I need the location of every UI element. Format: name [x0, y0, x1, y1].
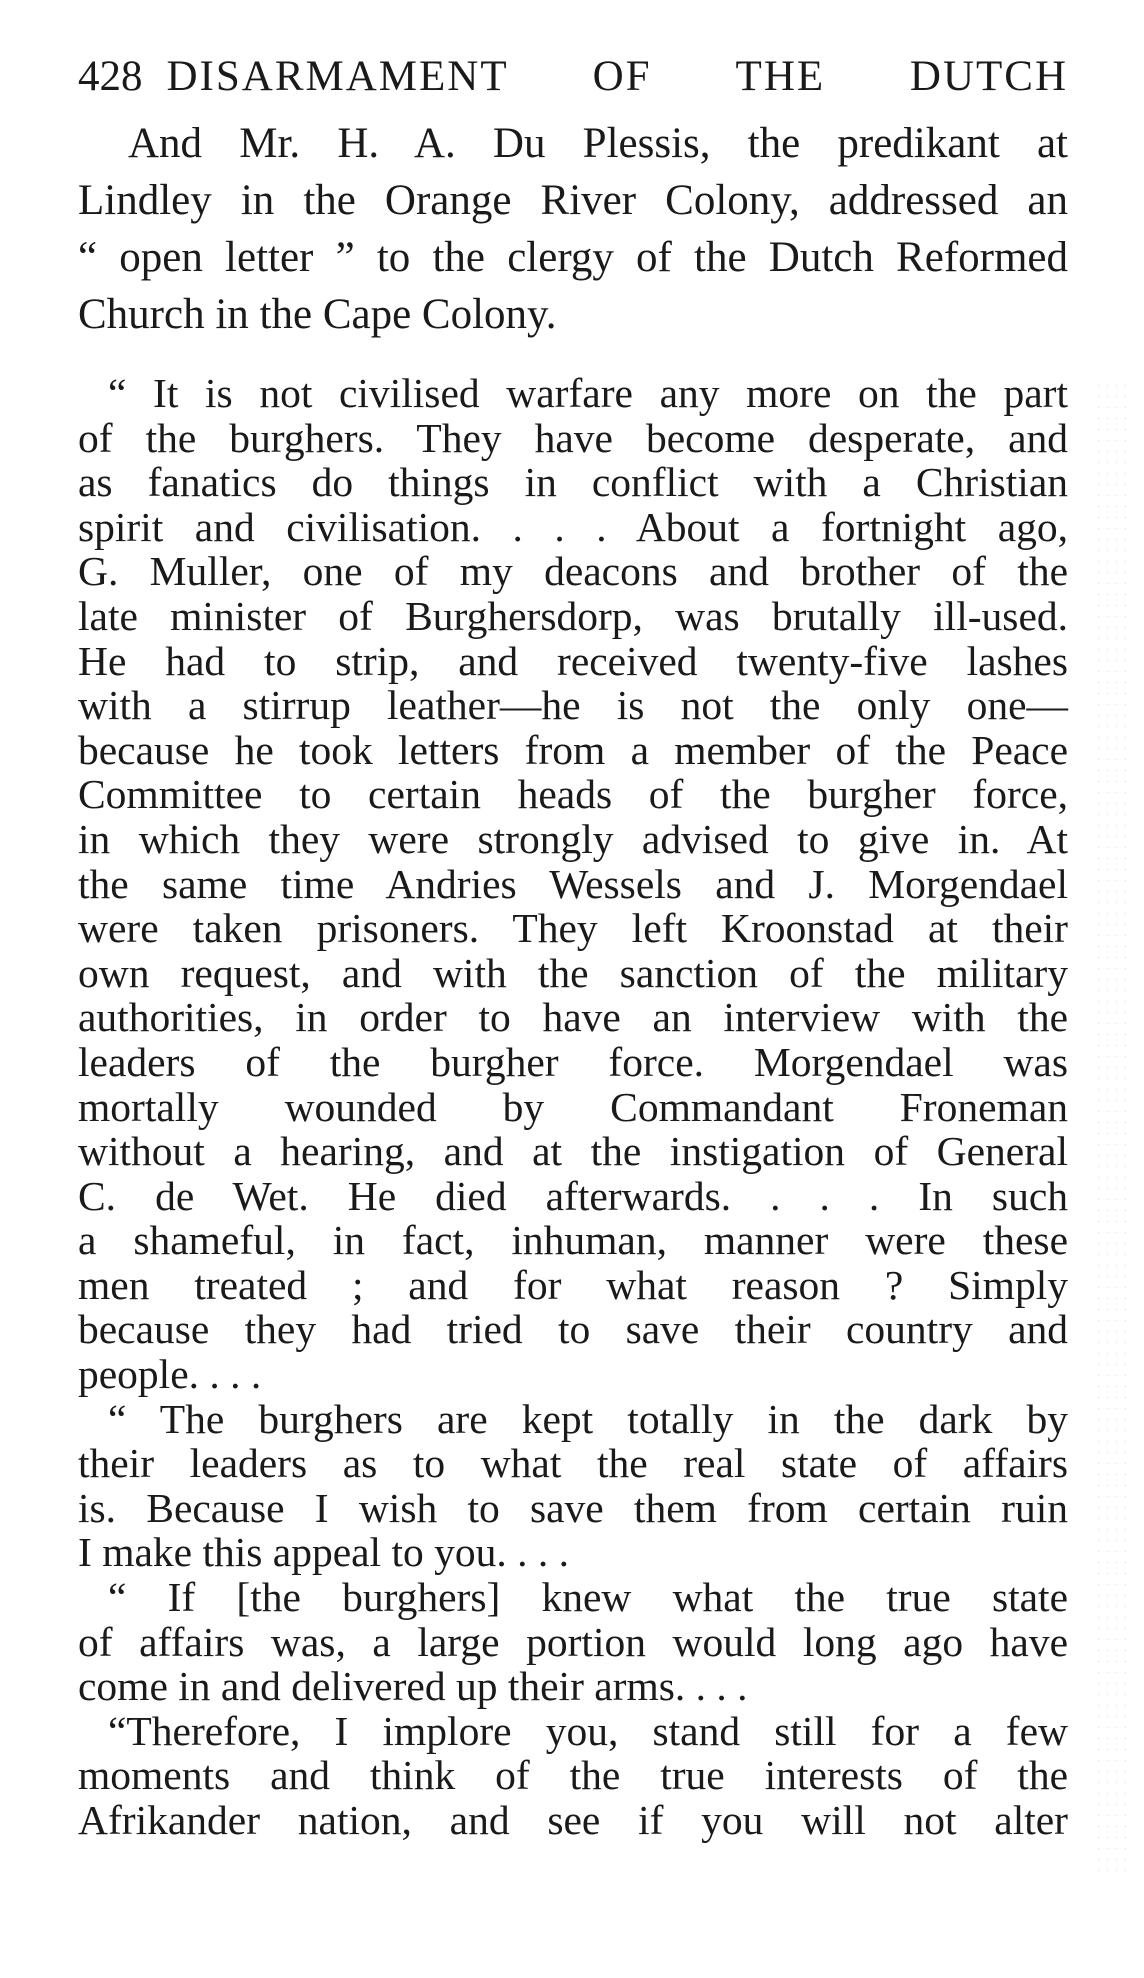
- text-line: because he took letters from a member of the Peace: [78, 726, 1068, 773]
- text-line: men treated ; and for what reason ? Simply: [78, 1261, 1068, 1308]
- quote-paragraph: [78, 1575, 1068, 1709]
- page-number: 428: [78, 53, 143, 100]
- text-line: C. de Wet. He died afterwards. . . . In such: [78, 1172, 1068, 1219]
- intro-line: Lindley in the Orange River Colony, addressed an: [78, 177, 1068, 224]
- text-line: of affairs was, a large portion would long ago have: [78, 1618, 1068, 1665]
- text-line: He had to strip, and received twenty-five lashes: [78, 637, 1068, 684]
- intro-line: And Mr. H. A. Du Plessis, the predikant at: [128, 120, 1068, 167]
- text-line: of the burghers. They have become desperate, and: [78, 414, 1068, 461]
- text-line: “ It is not civilised warfare any more on the part: [108, 370, 1068, 416]
- text-line: Committee to certain heads of the burgher force,: [78, 771, 1068, 818]
- text-line: a shameful, in fact, inhuman, manner were these: [78, 1217, 1068, 1264]
- text-line: because they had tried to save their country and: [78, 1306, 1068, 1353]
- margin-speckle: [1094, 380, 1134, 1880]
- text-line: “ If [the burghers] knew what the true state: [108, 1574, 1068, 1621]
- text-line: their leaders as to what the real state of affairs: [78, 1440, 1068, 1487]
- text-line: mortally wounded by Commandant Froneman: [78, 1083, 1068, 1130]
- text-line: G. Muller, one of my deacons and brother of the: [78, 548, 1068, 595]
- text-line: leaders of the burgher force. Morgendael was: [78, 1038, 1068, 1085]
- text-line: as fanatics do things in conflict with a Christian: [78, 459, 1068, 506]
- text-line: were taken prisoners. They left Kroonstad at their: [78, 905, 1068, 952]
- running-head: [78, 52, 1068, 101]
- text-line: the same time Andries Wessels and J. Morgendael: [78, 860, 1068, 907]
- running-title: DISARMAMENT OF THE DUTCH: [166, 53, 1068, 100]
- intro-line: Church in the Cape Colony.: [78, 291, 557, 338]
- book-page: [78, 52, 1068, 1843]
- text-line: is. Because I wish to save them from certain ruin: [78, 1484, 1068, 1531]
- text-line: come in and delivered up their arms. . . .: [78, 1663, 748, 1710]
- text-line: without a hearing, and at the instigation of General: [78, 1128, 1068, 1175]
- text-line: in which they were strongly advised to give in. At: [78, 815, 1068, 862]
- text-line: with a stirrup leather—he is not the only one—: [78, 682, 1068, 729]
- quote-paragraph: [78, 371, 1068, 1397]
- intro-paragraph: [78, 115, 1068, 343]
- text-line: authorities, in order to have an interview with the: [78, 994, 1068, 1041]
- text-line: “ The burghers are kept totally in the dark by: [108, 1395, 1068, 1442]
- text-line: spirit and civilisation. . . . About a fortnight ago,: [78, 503, 1068, 550]
- text-line: “Therefore, I implore you, stand still for a few: [108, 1707, 1068, 1754]
- text-line: late minister of Burghersdorp, was brutally ill-used.: [78, 592, 1068, 639]
- quote-paragraph: [78, 1709, 1068, 1843]
- text-line: moments and think of the true interests of the: [78, 1752, 1068, 1799]
- text-line: I make this appeal to you. . . .: [78, 1529, 569, 1576]
- text-line: own request, and with the sanction of the military: [78, 949, 1068, 996]
- text-line: Afrikander nation, and see if you will not alter: [78, 1797, 1068, 1843]
- text-line: people. . . .: [78, 1351, 262, 1398]
- quote-paragraph: [78, 1397, 1068, 1575]
- intro-line: “ open letter ” to the clergy of the Dutch Reformed: [78, 234, 1068, 281]
- quoted-letter: [78, 371, 1068, 1843]
